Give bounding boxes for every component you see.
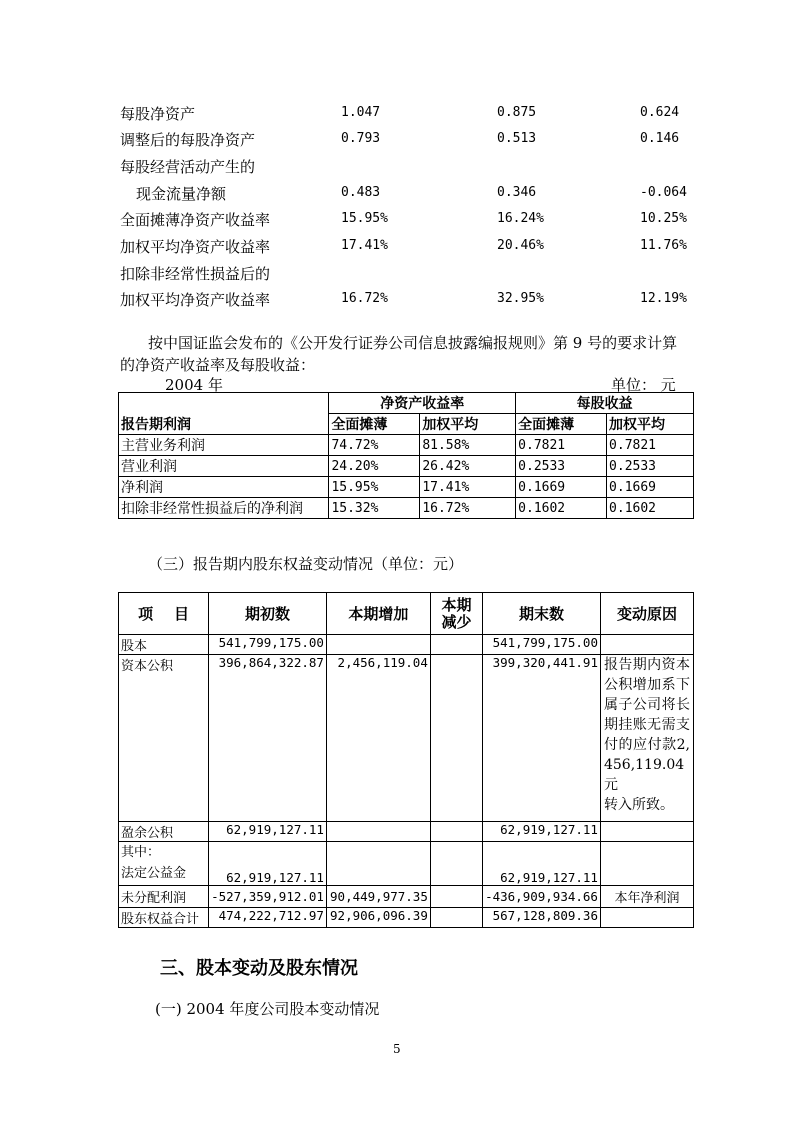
metric-label: 调整后的每股净资产 [120, 131, 256, 149]
roe-eps-table [118, 392, 694, 519]
header-line: 减少 [441, 612, 472, 631]
metric-label: 加权平均净资产收益率 [120, 238, 271, 256]
metric-value: 0.513 [497, 131, 537, 146]
table-cell: -527,359,912.01 [209, 886, 327, 908]
metric-value: 0.875 [497, 105, 537, 120]
table-header-cell: 本期增加 [326, 593, 430, 635]
table-header-cell: 加权平均 [420, 414, 516, 435]
table-header-cell: 期末数 [483, 593, 601, 635]
table-cell: 17.41% [420, 477, 516, 498]
table-cell: 399,320,441.91 [483, 655, 601, 822]
row-label-line: 其中： [121, 845, 161, 860]
row-label: 盈余公积 [119, 822, 209, 842]
table-row [119, 456, 694, 477]
row-label-line: 法定公益金 [121, 866, 187, 881]
table-unit-label: 单位： 元 [611, 376, 676, 394]
table-cell: 541,799,175.00 [483, 635, 601, 655]
table-cell: 396,864,322.87 [209, 655, 327, 822]
table-cell [600, 908, 693, 928]
row-label: 未分配利润 [119, 886, 209, 908]
table-cell [430, 908, 482, 928]
paragraph-line: 按中国证监会发布的《公开发行证券公司信息披露编报规则》第 9 号的要求计算 [148, 334, 678, 352]
table-cell: 15.95% [329, 477, 420, 498]
metric-value: 16.24% [497, 211, 544, 226]
metric-label: 扣除非经常性损益后的 [120, 265, 271, 283]
table-cell: 0.1669 [607, 477, 694, 498]
table-cell [326, 822, 430, 842]
table-header-cell: 变动原因 [600, 593, 693, 635]
table-cell: 0.1602 [607, 498, 694, 519]
page-number: 5 [393, 1042, 401, 1056]
table-header-cell: 全面摊薄 [329, 414, 420, 435]
table-row [119, 655, 694, 822]
table-cell [430, 822, 482, 842]
metric-value: 20.46% [497, 238, 544, 253]
table-cell [430, 886, 482, 908]
table-cell [326, 842, 430, 886]
table-year-label: 2004 年 [165, 376, 223, 394]
table-cell: 74.72% [329, 435, 420, 456]
table-row [119, 886, 694, 908]
table-cell [326, 635, 430, 655]
table-cell: 0.7821 [607, 435, 694, 456]
table-row [119, 435, 694, 456]
table-cell: 16.72% [420, 498, 516, 519]
metric-value: 0.346 [497, 185, 537, 200]
table-row [119, 477, 694, 498]
table-header-cell: 每股收益 [516, 393, 694, 414]
reason-cell [600, 655, 693, 822]
table-cell: 0.1602 [516, 498, 607, 519]
metric-value: 0.146 [640, 131, 680, 146]
table-cell [483, 842, 601, 886]
row-label: 股东权益合计 [119, 908, 209, 928]
table-cell: 92,906,096.39 [326, 908, 430, 928]
table-cell: 62,919,127.11 [209, 822, 327, 842]
table-cell: 0.2533 [607, 456, 694, 477]
table-cell: 15.32% [329, 498, 420, 519]
metric-label: 现金流量净额 [136, 185, 227, 203]
row-label: 资本公积 [119, 655, 209, 822]
metric-label: 每股净资产 [120, 105, 196, 123]
metric-value: 16.72% [341, 291, 388, 306]
section-subheading: (一) 2004 年度公司股本变动情况 [155, 1000, 380, 1018]
metric-label: 全面摊薄净资产收益率 [120, 211, 271, 229]
table-cell [430, 635, 482, 655]
metric-value: 32.95% [497, 291, 544, 306]
table-header-cell: 项 目 [119, 593, 209, 635]
table-cell [430, 842, 482, 886]
table-cell: 81.58% [420, 435, 516, 456]
table-row [119, 635, 694, 655]
equity-section-title: （三）报告期内股东权益变动情况（单位：元） [148, 555, 464, 573]
table-cell: 90,449,977.35 [326, 886, 430, 908]
table-cell: 0.1669 [516, 477, 607, 498]
table-cell: 0.7821 [516, 435, 607, 456]
table-header-cell: 净资产收益率 [329, 393, 516, 414]
metric-value: 17.41% [341, 238, 388, 253]
reason-text: 报告期内资本公积增加系下属子公司将长期挂账无需支付的应付款2,456,119.04元 [603, 657, 690, 793]
paragraph-line: 的净资产收益率及每股收益： [120, 356, 316, 374]
table-header-cell [430, 593, 482, 635]
row-label: 净利润 [119, 477, 329, 498]
metric-value: 0.793 [341, 131, 381, 146]
metric-label: 加权平均净资产收益率 [120, 291, 271, 309]
table-cell [209, 842, 327, 886]
table-cell [430, 655, 482, 822]
metric-value: 1.047 [341, 105, 381, 120]
row-label: 主营业务利润 [119, 435, 329, 456]
metric-label: 每股经营活动产生的 [120, 158, 256, 176]
metric-value: 0.624 [640, 105, 680, 120]
table-cell: 0.2533 [516, 456, 607, 477]
table-header-cell: 全面摊薄 [516, 414, 607, 435]
row-label: 扣除非经常性损益后的净利润 [119, 498, 329, 519]
metric-value: 0.483 [341, 185, 381, 200]
reason-text: 转入所致。 [603, 797, 674, 813]
metric-value: -0.064 [640, 185, 687, 200]
table-row [119, 908, 694, 928]
table-cell: 567,128,809.36 [483, 908, 601, 928]
table-cell [600, 635, 693, 655]
section-heading: 三、股本变动及股东情况 [160, 958, 358, 979]
table-cell: 474,222,712.97 [209, 908, 327, 928]
table-header-cell: 加权平均 [607, 414, 694, 435]
row-label: 营业利润 [119, 456, 329, 477]
table-cell: 541,799,175.00 [209, 635, 327, 655]
table-cell: 26.42% [420, 456, 516, 477]
metric-value: 15.95% [341, 211, 388, 226]
header-line: 本期 [441, 595, 472, 614]
table-cell: 本年净利润 [600, 886, 693, 908]
cell-value: 62,919,127.11 [226, 870, 324, 885]
metric-value: 11.76% [640, 238, 687, 253]
table-row [119, 822, 694, 842]
metric-value: 12.19% [640, 291, 687, 306]
table-cell: 24.20% [329, 456, 420, 477]
table-cell [600, 842, 693, 886]
table-row [119, 842, 694, 886]
table-cell: -436,909,934.66 [483, 886, 601, 908]
table-cell: 62,919,127.11 [483, 822, 601, 842]
table-header-cell: 期初数 [209, 593, 327, 635]
row-label [119, 842, 209, 886]
cell-value: 62,919,127.11 [500, 870, 598, 885]
metric-value: 10.25% [640, 211, 687, 226]
table-cell: 2,456,119.04 [326, 655, 430, 822]
table-row [119, 498, 694, 519]
table-header-cell: 报告期利润 [119, 393, 329, 435]
table-cell [600, 822, 693, 842]
equity-change-table [118, 592, 694, 928]
row-label: 股本 [119, 635, 209, 655]
